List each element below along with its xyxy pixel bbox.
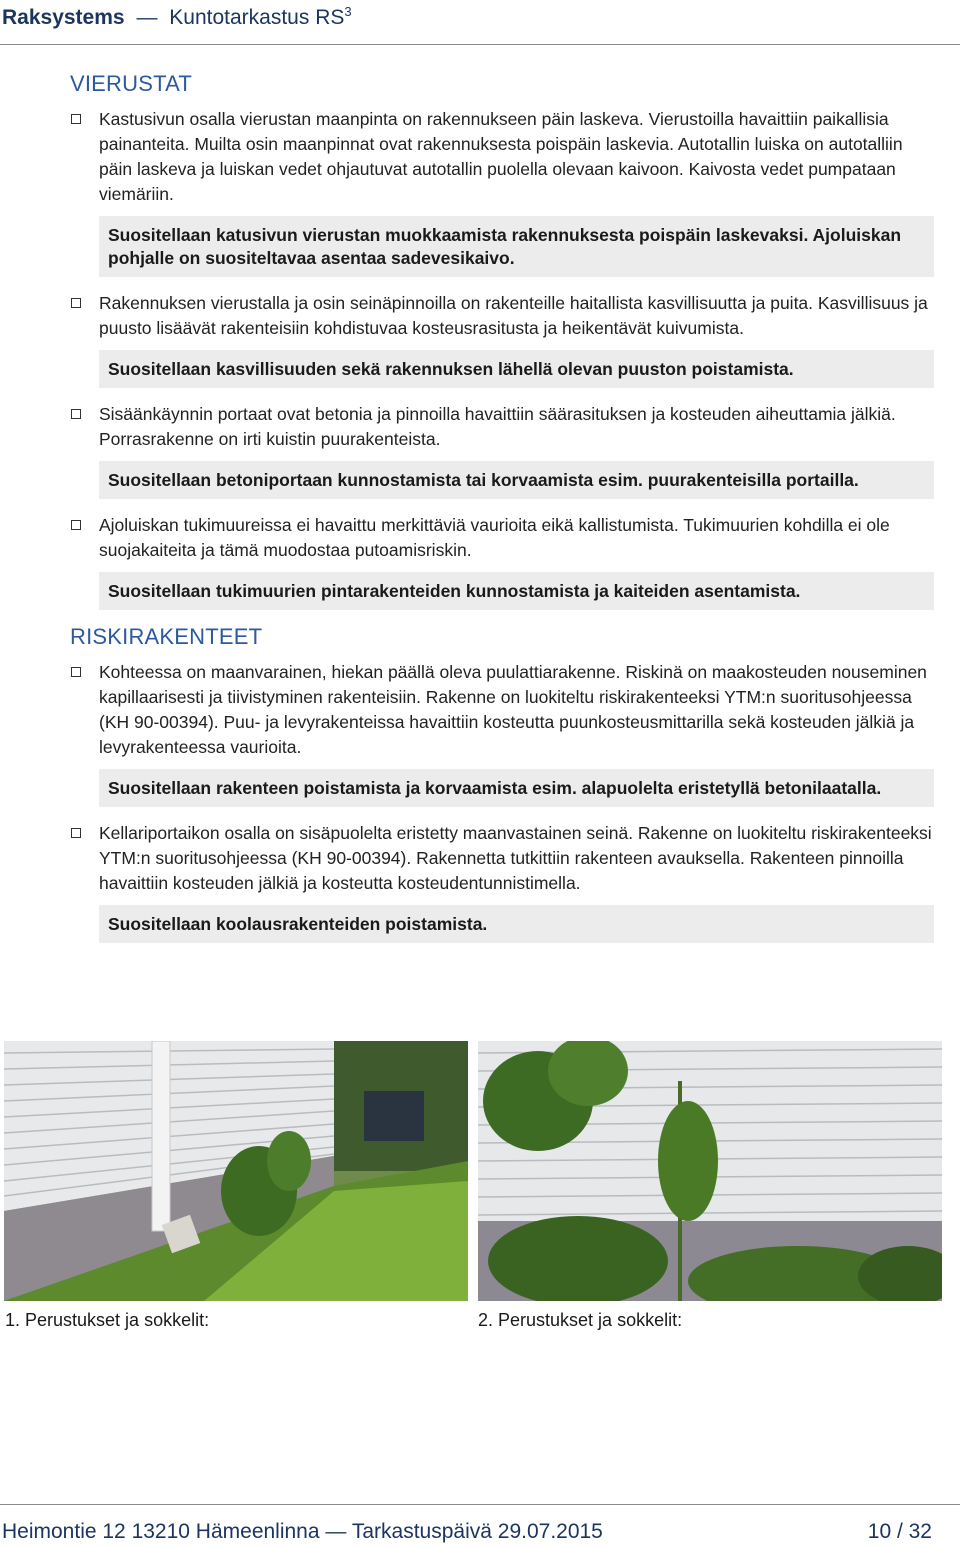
footer-divider	[0, 1504, 960, 1505]
recommendation-box: Suositellaan betoniportaan kunnostamista tai korvaamista esim. puurakenteisilla portailla.	[99, 461, 934, 499]
square-bullet-icon	[71, 520, 81, 530]
recommendation-box: Suositellaan koolausrakenteiden poistamista.	[99, 905, 934, 943]
recommendation-box: Suositellaan rakenteen poistamista ja korvaamista esim. alapuolelta eristetyllä betonilaatalla.	[99, 769, 934, 807]
photo-caption: 1. Perustukset ja sokkelit:	[5, 1310, 210, 1330]
header-separator: —	[136, 6, 158, 29]
list-item	[70, 821, 934, 943]
recommendation-box: Suositellaan katusivun vierustan muokkaamista rakennuksesta poispäin laskevaksi. Ajoluiskan pohjalle on suositeltavaa asentaa sadevesikaivo.	[99, 216, 934, 277]
square-bullet-icon	[71, 828, 81, 838]
item-text: Rakennuksen vierustalla ja osin seinäpinnoilla on rakenteille haitallista kasvillisuutta ja puita. Kasvillisuus ja puusto lisäävät rakenteisiin kohdistuvaa kosteusrasitusta ja heikentävät kuivumista.	[99, 293, 928, 338]
header-product: Kuntotarkastus RS	[169, 6, 345, 29]
photo-caption: 2. Perustukset ja sokkelit:	[478, 1310, 683, 1330]
header-brand: Raksystems	[2, 6, 125, 29]
footer-date: Tarkastuspäivä 29.07.2015	[351, 1520, 603, 1543]
section-title: RISKIRAKENTEET	[70, 624, 263, 649]
photo-foundation-1	[4, 1041, 468, 1301]
item-text: Kellariportaikon osalla on sisäpuolelta eristetty maanvastainen seinä. Rakenne on luokiteltu riskirakenteeksi YTM:n suoritusohjeessa (KH 90-00394). Rakennetta tutkittiin rakenteen avauksella. Rakenteen pinnoilla havaittiin kosteuden jälkiä ja kosteutta kosteudentunnistimella.	[99, 823, 932, 893]
header-title	[2, 4, 352, 30]
square-bullet-icon	[71, 298, 81, 308]
list-item	[70, 660, 934, 807]
page-header	[0, 0, 960, 45]
section-riskirakenteet	[70, 624, 934, 943]
item-text: Kohteessa on maanvarainen, hiekan päällä oleva puulattiarakenne. Riskinä on maakosteuden nouseminen kapillaarisesti ja tiivistyminen rakenteisiin. Rakenne on luokiteltu riskirakenteeksi YTM:n suoritusohjeessa (KH 90-00394). Puu- ja levyrakenteissa havaittiin kosteutta puunkosteusmittarilla sekä kosteuden jälkiä ja levyrakenteessa vaurioita.	[99, 662, 927, 757]
recommendation-box: Suositellaan kasvillisuuden sekä rakennuksen lähellä olevan puuston poistamista.	[99, 350, 934, 388]
item-text: Ajoluiskan tukimuureissa ei havaittu merkittäviä vaurioita eikä kallistumista. Tukimuurien kohdilla ei ole suojakaiteita ja tämä muodostaa putoamisriskin.	[99, 515, 890, 560]
square-bullet-icon	[71, 409, 81, 419]
item-text: Sisäänkäynnin portaat ovat betonia ja pinnoilla havaittiin säärasituksen ja kosteuden aiheuttamia jälkiä. Porrasrakenne on irti kuistin puurakenteista.	[99, 404, 896, 449]
recommendation-box: Suositellaan tukimuurien pintarakenteiden kunnostamista ja kaiteiden asentamista.	[99, 572, 934, 610]
list-item	[70, 402, 934, 499]
page-number: 10 / 32	[867, 1520, 932, 1543]
square-bullet-icon	[71, 667, 81, 677]
section-vierustat	[70, 71, 934, 610]
photo-foundation-2	[478, 1041, 942, 1301]
list-item	[70, 513, 934, 610]
footer-address: Heimontie 12 13210 Hämeenlinna	[2, 1520, 320, 1543]
list-item	[70, 107, 934, 277]
section-title: VIERUSTAT	[70, 71, 192, 96]
footer-address-line	[2, 1520, 603, 1544]
header-product-sup: 3	[344, 4, 352, 19]
item-text: Kastusivun osalla vierustan maanpinta on rakennukseen päin laskeva. Vierustoilla havaittiin paikallisia painanteita. Muilta osin maanpinnat ovat rakennuksesta poispäin laskevia. Autotallin luiska on autotalliin päin laskeva ja luiskan vedet ohjautuvat autotallin puolella olevaan kaivoon. Kaivosta vedet pumpataan viemäriin.	[99, 109, 903, 204]
square-bullet-icon	[71, 114, 81, 124]
report-content	[70, 66, 934, 957]
footer-separator: —	[325, 1520, 347, 1543]
list-item	[70, 291, 934, 388]
